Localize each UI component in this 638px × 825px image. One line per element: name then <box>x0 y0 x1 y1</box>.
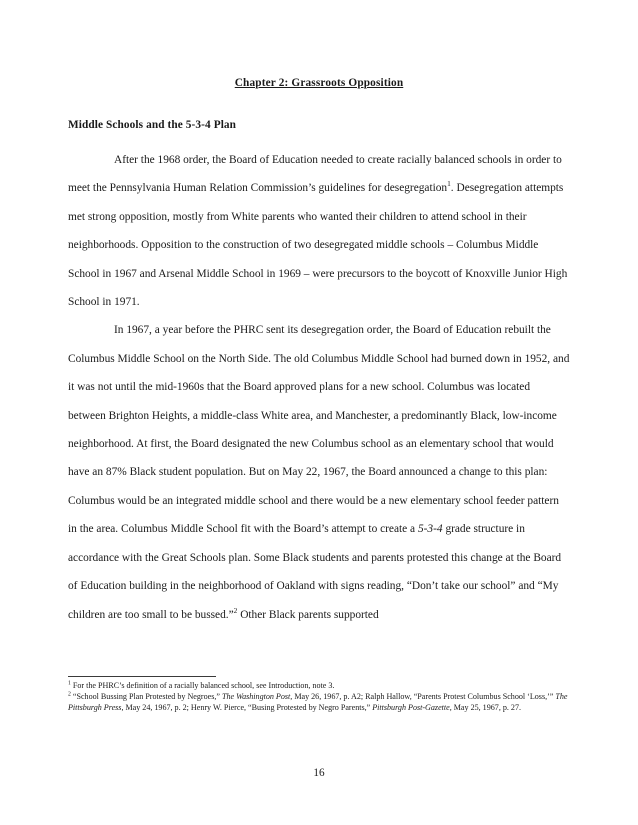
footnote-section <box>68 676 570 714</box>
chapter-title <box>68 0 570 90</box>
footnote-1 <box>68 680 570 691</box>
footnote-separator-rule <box>68 676 216 677</box>
section-heading: Middle Schools and the 5-3-4 Plan <box>68 119 237 131</box>
footnote-reference: 2 <box>233 605 238 615</box>
text-run: . Desegregation attempts met strong opposition, mostly from White parents who wanted their children to attend school in their neighborhoods. Opposition to the construction of two desegregated middle schools – Columbus Middle School in 1967 and Arsenal Middle School in 1969 – were precursors to the boycott of Knoxville Junior High School in 1971. <box>68 182 568 309</box>
page-content <box>68 0 570 629</box>
text-run: , May 26, 1967, p. A2; Ralph Hallow, “Parents Protest Columbus School ‘Loss,’” <box>290 692 556 702</box>
body-text <box>68 146 570 629</box>
text-run: , May 25, 1967, p. 27. <box>449 703 521 713</box>
text-run: In 1967, a year before the PHRC sent its desegregation order, the Board of Education rebuilt the Columbus Middle School on the North Side. The old Columbus Middle School had burned down in 1952, and it was not until the mid-1960s that the Board approved plans for a new school. Columbus was located between Brighton Heights, a middle-class White area, and Manchester, a predominantly Black, low-income neighborhood. At first, the Board designated the new Columbus school as an elementary school that would have an 87% Black student population. But on May 22, 1967, the Board announced a change to this plan: Columbus would be an integrated middle school and there would be a new elementary school feeder pattern in the area. Columbus Middle School fit with the Board’s attempt to create a <box>68 324 570 536</box>
text-run: grade structure in accordance with the Great Schools plan. Some Black students and parents protested this change at the Board of Education building in the neighborhood of Oakland with signs reading, “Don’t take our school” and “My children are too small to be bussed.” <box>68 523 562 621</box>
italic-run: 5-3-4 <box>417 523 443 536</box>
text-run: “School Bussing Plan Protested by Negroes,” <box>70 692 222 702</box>
italic-run: The Pittsburgh Press <box>68 692 568 713</box>
footnote-marker: 1 <box>68 680 71 687</box>
text-run: , May 24, 1967, p. 2; Henry W. Pierce, “Busing Protested by Negro Parents,” <box>121 703 373 713</box>
text-run: After the 1968 order, the Board of Education needed to create racially balanced schools in order to meet the Pennsylvania Human Relation Commission’s guidelines for desegregation <box>68 154 562 195</box>
footnote-reference: 1 <box>447 179 451 189</box>
footnote-2 <box>68 691 570 713</box>
italic-run: The Washington Post <box>221 692 291 702</box>
text-run: For the PHRC’s definition of a racially balanced school, see Introduction, note 3. <box>70 681 335 690</box>
page-number: 16 <box>313 767 325 779</box>
chapter-title-text: Chapter 2: Grassroots Opposition <box>234 77 404 89</box>
italic-run: Pittsburgh Post-Gazette <box>372 703 450 713</box>
paragraph-1 <box>68 146 570 316</box>
paragraph-2 <box>68 316 570 628</box>
text-run: Other Black parents supported <box>237 608 379 621</box>
footnote-marker: 2 <box>68 691 71 698</box>
